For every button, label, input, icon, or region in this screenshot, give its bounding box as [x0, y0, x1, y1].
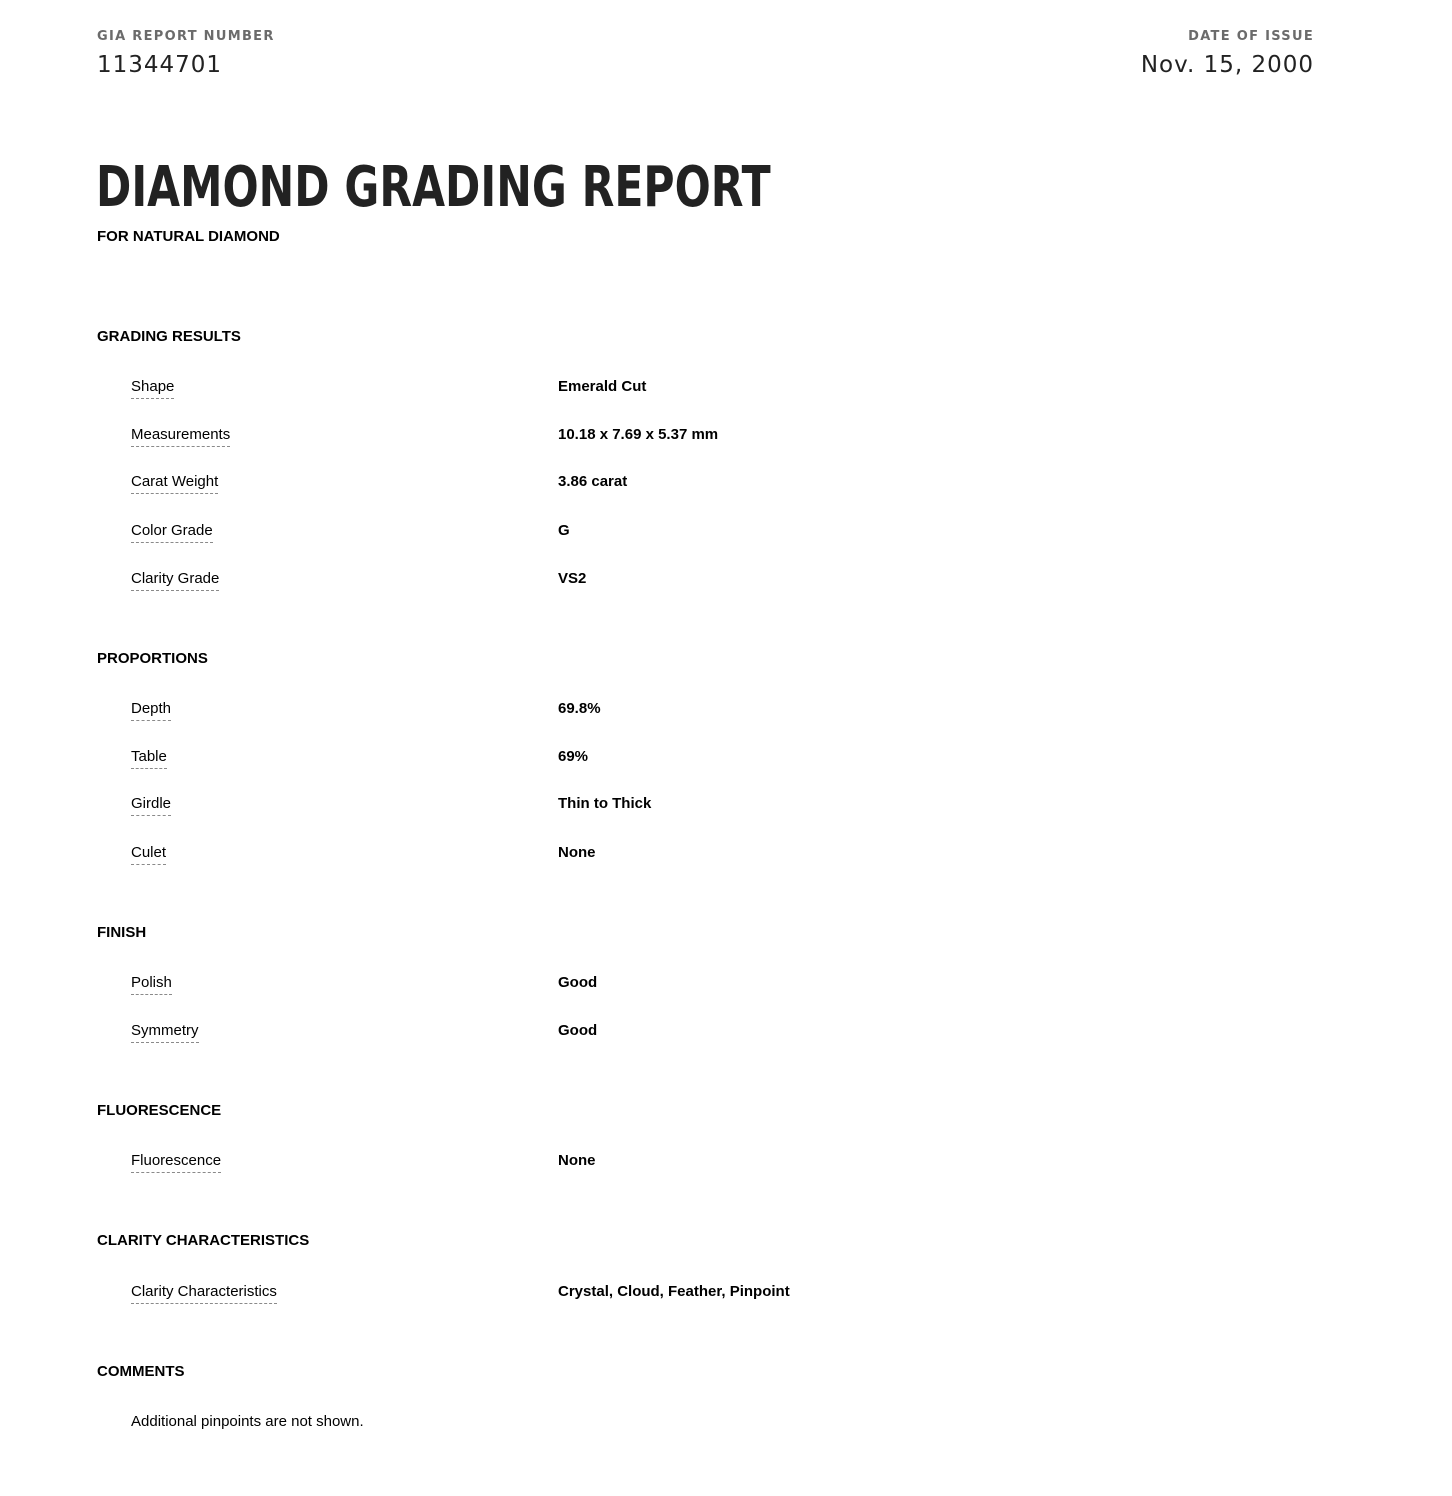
report-number: 11344701: [97, 52, 223, 78]
culet-value: None: [558, 844, 596, 861]
clarity-characteristics-value: Crystal, Cloud, Feather, Pinpoint: [558, 1283, 790, 1300]
clarity-grade-label[interactable]: Clarity Grade: [131, 570, 219, 591]
clarity-grade-value: VS2: [558, 570, 587, 587]
color-grade-label[interactable]: Color Grade: [131, 522, 213, 543]
girdle-value: Thin to Thick: [558, 795, 652, 812]
polish-value: Good: [558, 974, 598, 991]
fluorescence-value: None: [558, 1152, 596, 1169]
date-of-issue-label: DATE OF ISSUE: [1188, 29, 1314, 44]
comments-heading: COMMENTS: [97, 1363, 185, 1380]
symmetry-value: Good: [558, 1022, 598, 1039]
table-label[interactable]: Table: [131, 748, 167, 769]
report-number-label: GIA REPORT NUMBER: [97, 29, 275, 44]
girdle-label[interactable]: Girdle: [131, 795, 171, 816]
culet-label[interactable]: Culet: [131, 844, 166, 865]
grading-results-heading: GRADING RESULTS: [97, 328, 241, 345]
clarity-characteristics-label[interactable]: Clarity Characteristics: [131, 1283, 277, 1304]
color-grade-value: G: [558, 522, 570, 539]
date-of-issue-block: [1141, 28, 1314, 78]
carat-weight-value: 3.86 carat: [558, 473, 628, 490]
date-of-issue: Nov. 15, 2000: [1140, 52, 1314, 78]
clarity-characteristics-heading: CLARITY CHARACTERISTICS: [97, 1232, 310, 1249]
finish-heading: FINISH: [97, 924, 147, 941]
fluorescence-label[interactable]: Fluorescence: [131, 1152, 221, 1173]
depth-label[interactable]: Depth: [131, 700, 171, 721]
comments-text: Additional pinpoints are not shown.: [131, 1413, 364, 1430]
report-number-block: [97, 28, 275, 78]
symmetry-label[interactable]: Symmetry: [131, 1022, 199, 1043]
page-subtitle: FOR NATURAL DIAMOND: [97, 228, 280, 245]
polish-label[interactable]: Polish: [131, 974, 172, 995]
shape-label[interactable]: Shape: [131, 378, 174, 399]
carat-weight-label[interactable]: Carat Weight: [131, 473, 218, 494]
measurements-value: 10.18 x 7.69 x 5.37 mm: [558, 426, 719, 443]
proportions-heading: PROPORTIONS: [97, 650, 208, 667]
measurements-label[interactable]: Measurements: [131, 426, 230, 447]
table-value: 69%: [558, 748, 589, 765]
page-title: DIAMOND GRADING REPORT: [96, 155, 771, 220]
depth-value: 69.8%: [558, 700, 601, 717]
fluorescence-heading: FLUORESCENCE: [97, 1102, 222, 1119]
shape-value: Emerald Cut: [558, 378, 647, 395]
